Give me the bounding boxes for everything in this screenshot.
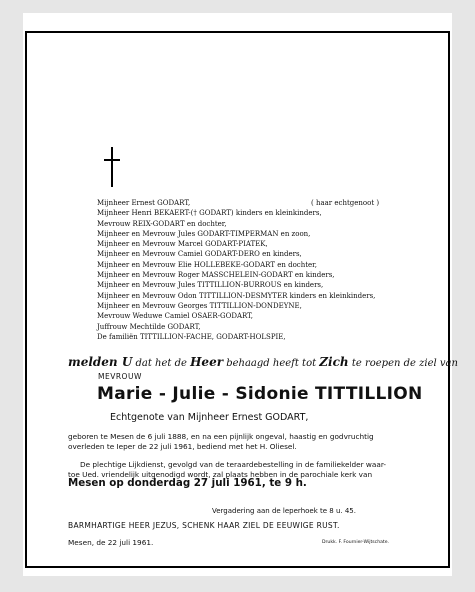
meeting-point: Vergadering aan de leperhoek te 8 u. 45. <box>212 507 356 515</box>
place-date: Mesen, de 22 juli 1961. <box>68 538 154 547</box>
family-line: Mijnheer en Mevrouw Jules GODART-TIMPERMAN en zoon, <box>97 229 311 238</box>
family-line: Mijnheer en Mevrouw Odon TITTILLION-DESMYTER kinders en kleinkinders, <box>97 291 376 300</box>
prayer-line: BARMHARTIGE HEER JEZUS, SCHENK HAAR ZIEL DE EEUWIGE RUST. <box>68 521 340 530</box>
funeral-date: Mesen op donderdag 27 juli 1961, te 9 h. <box>68 477 307 490</box>
family-line: Mijnheer en Mevrouw Georges TITTILLION-DONDEYNE, <box>97 301 302 310</box>
cross-icon <box>104 147 120 187</box>
deceased-title: MEVROUW <box>98 372 142 381</box>
funeral-paragraph: De plechtige Lijkdienst, gevolgd van de teraardebestelling in de familiekelder waar- toe Ued. vriendelijk uitgenodigd wordt, zal plaats hebben in de parochiale kerk van Mesen op donderdag 27 juli 1961, te 9 h. <box>68 460 408 489</box>
family-line: Mijnheer en Mevrouw Jules TITTILLION-BURROUS en kinders, <box>97 281 324 290</box>
family-line: Juffrouw Mechtilde GODART, <box>97 322 201 331</box>
deceased-name: Marie - Julie - Sidonie TITTILLION <box>97 384 423 404</box>
family-line: Mijnheer en Mevrouw Roger MASSCHELEIN-GODART en kinders, <box>97 271 335 280</box>
family-line: Mijnheer Henri BEKAERT-(† GODART) kinders en kleinkinders, <box>97 209 322 218</box>
family-list <box>97 198 397 342</box>
family-line: Mijnheer Ernest GODART, ( haar echtgenoot ) <box>97 199 380 207</box>
family-line: Mijnheer en Mevrouw Marcel GODART-PIATEK, <box>97 240 268 249</box>
announcement-line: melden U dat het de Heer behaagd heeft tot Zich te roepen de ziel van <box>68 355 458 369</box>
family-line: Mevrouw REIX-GODART en dochter, <box>97 219 227 228</box>
spouse-note: ( haar echtgenoot ) <box>311 199 380 207</box>
printer-credit: Drukk. F. Fournier-Wijtschate. <box>322 540 390 545</box>
spouse-line: Echtgenote van Mijnheer Ernest GODART, <box>110 412 309 423</box>
family-line: De familiën TITTILLION-FACHE, GODART-HOLSPIE, <box>97 332 286 341</box>
family-line: Mijnheer en Mevrouw Elie HOLLEBEKE-GODART en dochter, <box>97 260 317 269</box>
birth-death-paragraph: geboren te Mesen de 6 juli 1888, en na een pijnlijk ongeval, haastig en godvruchtig overleden te Ieper de 22 juli 1961, bediend met het H. Oliesel. <box>68 432 374 451</box>
family-line: Mevrouw Weduwe Camiel OSAER-GODART, <box>97 312 254 321</box>
family-line: Mijnheer en Mevrouw Camiel GODART-DERO en kinders, <box>97 250 302 259</box>
